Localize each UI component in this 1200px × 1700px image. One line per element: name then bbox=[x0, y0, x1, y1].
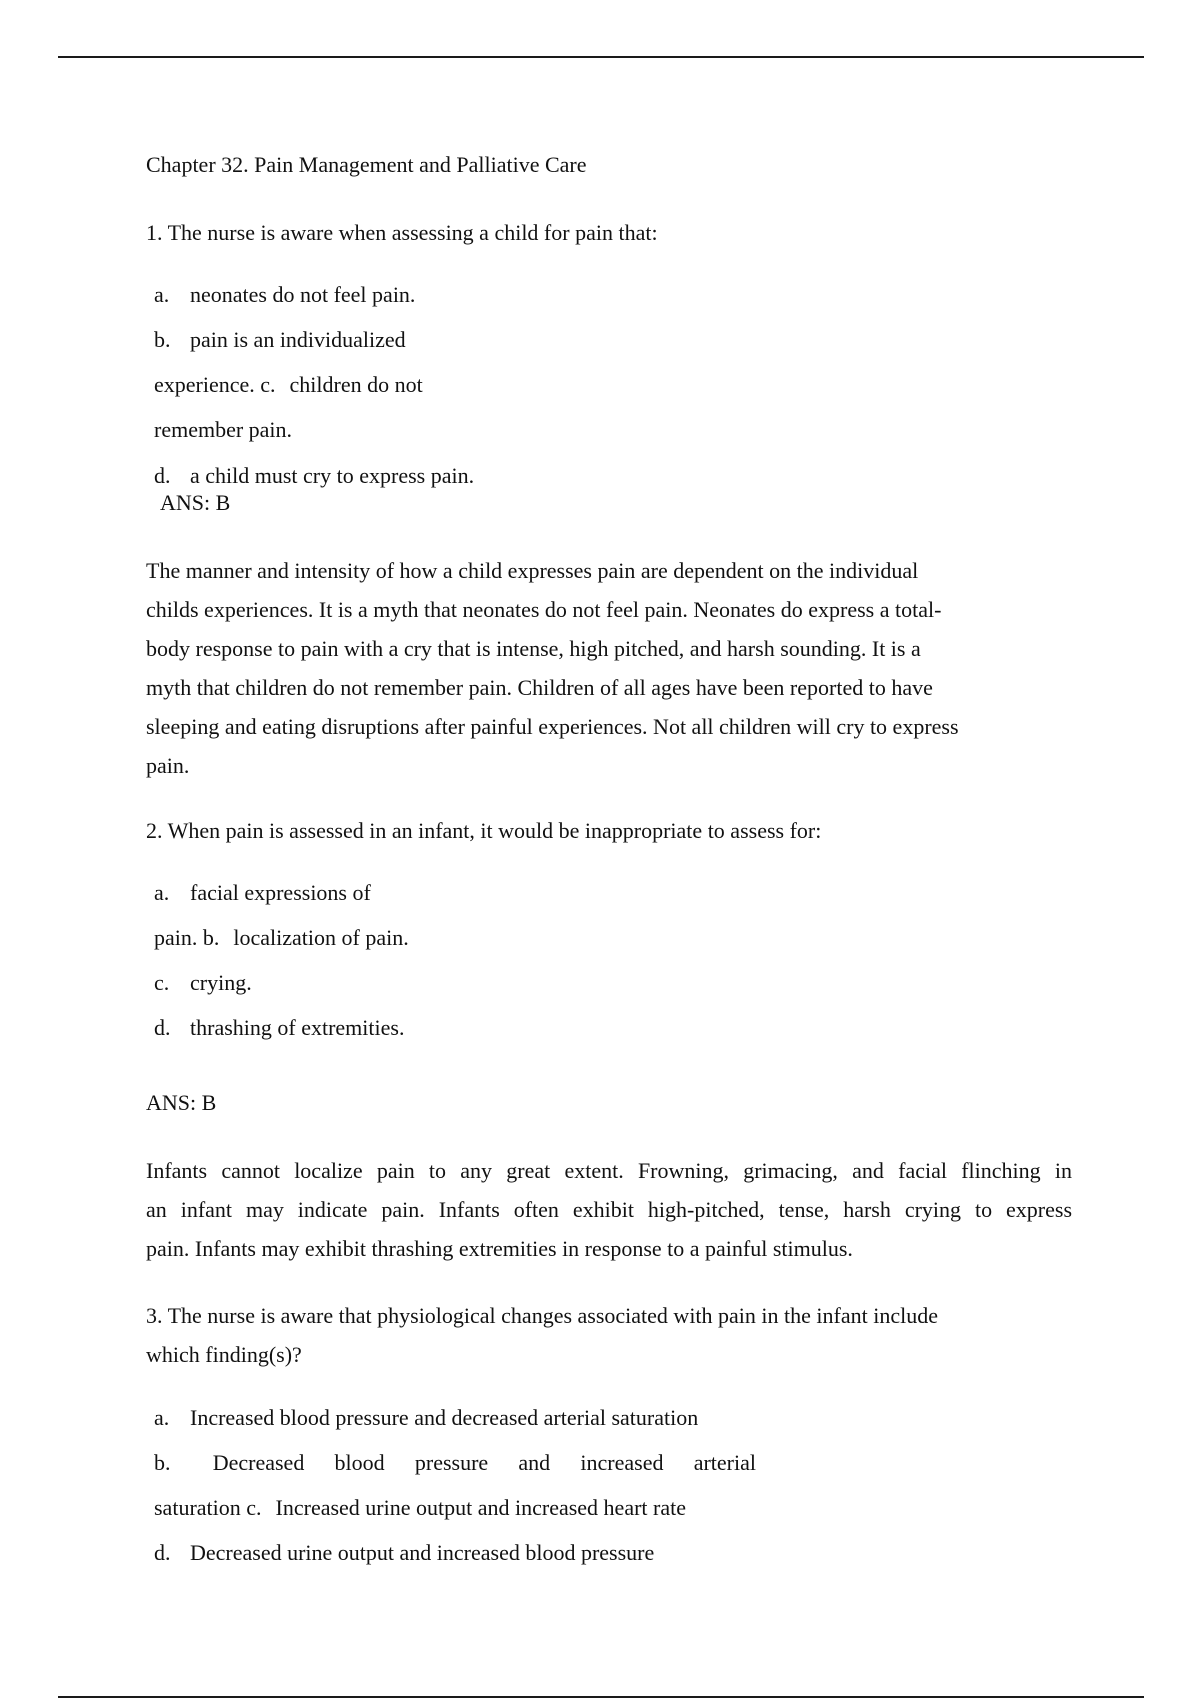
question-2-text: 2. When pain is assessed in an infant, it would be inappropriate to assess for: bbox=[146, 818, 822, 843]
question-1-text: 1. The nurse is aware when assessing a child for pain that: bbox=[146, 220, 658, 245]
question-1-option-a bbox=[154, 282, 415, 308]
question-2-option-b bbox=[154, 925, 409, 951]
option-text: pain is an individualized bbox=[190, 327, 406, 352]
question-2-rationale bbox=[146, 1151, 1072, 1268]
option-letter: a. bbox=[154, 880, 170, 905]
rationale-line: an infant may indicate pain. Infants often exhibit high-pitched, tense, harsh crying to express bbox=[146, 1197, 1072, 1222]
option-text: experience. c. bbox=[154, 372, 276, 397]
question-line: 3. The nurse is aware that physiological changes associated with pain in the infant include bbox=[146, 1303, 938, 1328]
rationale-line: body response to pain with a cry that is intense, high pitched, and harsh sounding. It is a bbox=[146, 636, 921, 661]
option-text: Increased urine output and increased heart rate bbox=[275, 1495, 686, 1520]
option-text: a child must cry to express pain. bbox=[190, 463, 475, 488]
option-letter: a. bbox=[154, 282, 170, 307]
rationale-line: pain. bbox=[146, 753, 190, 778]
option-letter: d. bbox=[154, 1015, 171, 1040]
option-word: Decreased bbox=[212, 1450, 305, 1475]
question-line: which finding(s)? bbox=[146, 1342, 302, 1367]
header-rule bbox=[58, 56, 1144, 58]
option-word: and bbox=[518, 1450, 551, 1475]
rationale-line: The manner and intensity of how a child expresses pain are dependent on the individual bbox=[146, 558, 919, 583]
question-3-option-b bbox=[154, 1450, 756, 1476]
option-letter: b. bbox=[154, 1450, 171, 1475]
option-text: Decreased urine output and increased blood pressure bbox=[190, 1540, 655, 1565]
option-text: neonates do not feel pain. bbox=[190, 282, 416, 307]
option-text: crying. bbox=[190, 970, 252, 995]
option-word: pressure bbox=[414, 1450, 489, 1475]
rationale-line: myth that children do not remember pain. Children of all ages have been reported to have bbox=[146, 675, 933, 700]
question-3-option-a bbox=[154, 1405, 698, 1431]
option-text: Increased blood pressure and decreased arterial saturation bbox=[190, 1405, 699, 1430]
option-letter: a. bbox=[154, 1405, 170, 1430]
option-word: arterial bbox=[693, 1450, 756, 1475]
question-1-option-b bbox=[154, 327, 406, 353]
question-2-option-c bbox=[154, 970, 252, 996]
option-letter: b. bbox=[154, 327, 171, 352]
question-1-option-b-continued bbox=[154, 372, 423, 398]
question-1-rationale bbox=[146, 551, 959, 785]
option-letter: d. bbox=[154, 463, 171, 488]
option-word: increased bbox=[580, 1450, 664, 1475]
question-1-option-c-continued bbox=[154, 417, 292, 443]
question-3-option-d bbox=[154, 1540, 654, 1566]
question-1-option-d bbox=[154, 463, 474, 489]
rationale-line: pain. Infants may exhibit thrashing extremities in response to a painful stimulus. bbox=[146, 1236, 853, 1261]
question-2-answer: ANS: B bbox=[146, 1090, 217, 1115]
option-letter: c. bbox=[154, 970, 170, 995]
option-text: saturation c. bbox=[154, 1495, 262, 1520]
rationale-line: sleeping and eating disruptions after painful experiences. Not all children will cry to express bbox=[146, 714, 959, 739]
question-2-option-a bbox=[154, 880, 371, 906]
option-text: thrashing of extremities. bbox=[190, 1015, 405, 1040]
option-text: remember pain. bbox=[154, 417, 293, 442]
option-text: pain. b. bbox=[154, 925, 220, 950]
footer-rule bbox=[58, 1696, 1144, 1698]
option-word: blood bbox=[334, 1450, 385, 1475]
question-1-answer: ANS: B bbox=[160, 490, 231, 515]
question-3-option-c bbox=[154, 1495, 686, 1521]
question-2-option-d bbox=[154, 1015, 404, 1041]
rationale-line: childs experiences. It is a myth that neonates do not feel pain. Neonates do express a total- bbox=[146, 597, 942, 622]
option-letter: d. bbox=[154, 1540, 171, 1565]
rationale-line: Infants cannot localize pain to any great extent. Frowning, grimacing, and facial flinching in bbox=[146, 1158, 1072, 1183]
question-3-text bbox=[146, 1296, 938, 1374]
option-text: children do not bbox=[289, 372, 423, 397]
option-text: localization of pain. bbox=[233, 925, 409, 950]
chapter-title: Chapter 32. Pain Management and Palliative Care bbox=[146, 152, 587, 177]
option-text: facial expressions of bbox=[190, 880, 371, 905]
